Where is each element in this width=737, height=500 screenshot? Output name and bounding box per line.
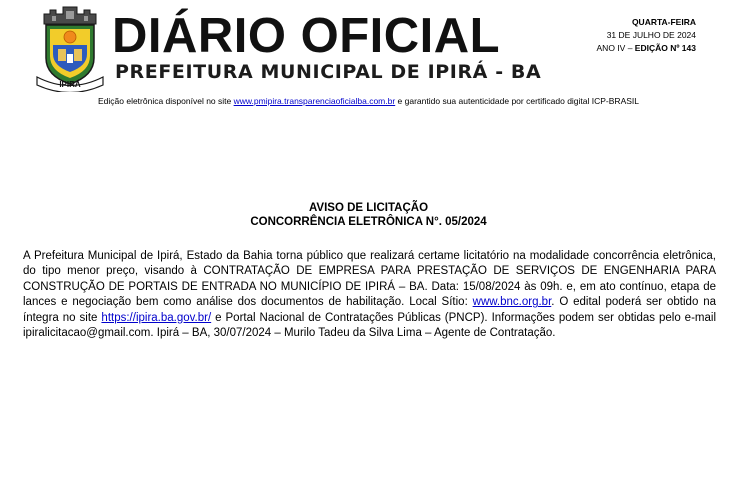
issue-weekday: QUARTA-FEIRA bbox=[631, 17, 696, 27]
aviso-body-part3: e Portal Nacional de Contratações Públicas (PNCP). Informações podem ser obtidas pelo e-mail ipiralicitacao@gmail.com. Ipirá – BA, 30/07/2024 – Murilo Tadeu da Silva Lima – Agente de Contratação. bbox=[23, 311, 716, 340]
page-subtitle: PREFEITURA MUNICIPAL DE IPIRÁ - BA bbox=[115, 61, 542, 83]
notice-suffix: e garantido sua autenticidade por certificado digital ICP-BRASIL bbox=[395, 96, 639, 106]
aviso-title: AVISO DE LICITAÇÃO bbox=[308, 202, 429, 214]
page-title: DIÁRIO OFICIAL bbox=[112, 9, 501, 63]
ipira-gov-link[interactable]: https://ipira.ba.gov.br/ bbox=[101, 311, 212, 324]
municipal-crest-icon bbox=[36, 4, 104, 92]
crest-banner-text: IPIRÁ bbox=[59, 80, 81, 89]
issue-date: 31 DE JULHO DE 2024 bbox=[606, 30, 696, 40]
aviso-heading bbox=[0, 201, 737, 229]
issue-edition-number: EDIÇÃO Nº 143 bbox=[634, 43, 696, 53]
transparency-site-link[interactable]: www.pmipira.transparenciaoficialba.com.br bbox=[233, 96, 396, 106]
issue-info bbox=[597, 16, 696, 55]
aviso-body bbox=[23, 249, 716, 341]
aviso-subtitle: CONCORRÊNCIA ELETRÔNICA N°. 05/2024 bbox=[250, 216, 487, 228]
aviso-body-part1: A Prefeitura Municipal de Ipirá, Estado da Bahia torna público que realizará certame licitatório na modalidade concorrência eletrônica, do tipo menor preço, visando à CONTRATAÇÃO DE EMPRESA PARA PRESTAÇÃO DE SERVIÇOS DE ENGENHARIA PARA CONSTRUÇÃO DE PORTAIS DE ENTRADA NO MUNICÍPIO DE IPIRÁ – BA. Data: 15/08/2024 às 09h. e, em ato contínuo, etapa de lances e negociação bem como análise dos documentos de habilitação. Local Sítio: bbox=[23, 250, 716, 309]
aviso-body-part2: . O edital poderá ser obtido na íntegra no site bbox=[23, 296, 716, 324]
electronic-edition-notice bbox=[0, 96, 737, 106]
issue-edition bbox=[597, 42, 696, 55]
issue-year: ANO IV – bbox=[596, 43, 635, 53]
notice-prefix: Edição eletrônica disponível no site bbox=[97, 96, 234, 106]
bnc-link[interactable]: www.bnc.org.br bbox=[472, 296, 552, 309]
